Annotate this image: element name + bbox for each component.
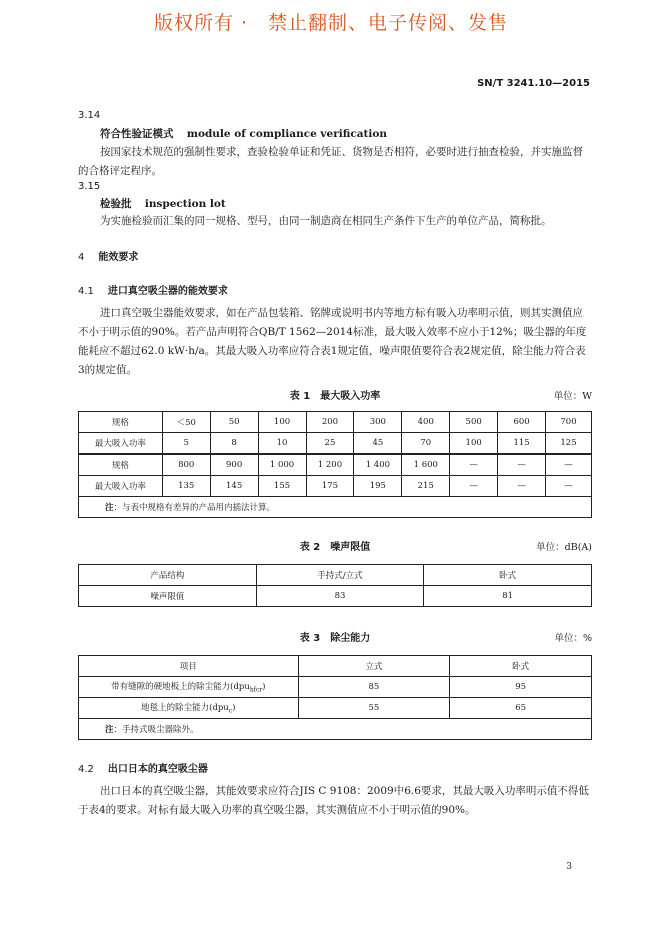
table-cell: 1 000 [258,454,306,476]
table-cell: 70 [402,433,450,455]
term-en: module of compliance verification [186,128,388,140]
table-cell: — [546,454,592,476]
term-3-15 [100,196,226,213]
table-cell [79,698,299,719]
table-cell: 300 [354,412,402,433]
table-cell: 83 [256,586,424,607]
table-header-cell: 立式 [298,656,450,677]
table-cell: 500 [450,412,498,433]
table-row [79,412,592,433]
section-number: 4.1 [78,286,94,297]
section-title: 进口真空吸尘器的能效要求 [107,286,228,297]
page-number: 3 [566,862,572,872]
table-cell: — [498,476,546,497]
section-title: 出口日本的真空吸尘器 [107,764,208,775]
definition-3-15: 为实施检验而汇集的同一规格、型号，由同一制造商在相同生产条件下生产的单位产品，简称批。 [100,215,552,227]
table-cell: 50 [210,412,258,433]
definition-3-14: 按国家技术规范的强制性要求，查验检验单证和凭证、货物是否相符，必要时进行抽查检验，并实施监督的合格评定程序。 [78,146,583,177]
table-note-row [79,497,592,518]
table-cell: 115 [498,433,546,455]
table-cell: — [450,454,498,476]
table-note [79,719,592,740]
table-header-cell: 项目 [79,656,299,677]
note-label: 注 [105,503,114,513]
row-label-subscript: c [228,707,233,715]
table-cell: 200 [306,412,354,433]
table-cell: 规格 [79,412,163,433]
table-note [79,497,592,518]
clause-number-3-15: 3.15 [78,181,101,192]
table-row [79,586,592,607]
section-4-1-paragraph: 进口真空吸尘器能效要求，如在产品包装箱、铭牌或说明书内等地方标有吸入功率明示值，则其实测值应不小于明示值的90%。若产品声明符合QB/T 1562—2014标准，最大吸入效率不应小于12%；吸尘器的年度能耗应不超过62.0 kW·h/a。其最大吸入功率应符合表1规定值，噪声限值要符合表2规定值，除尘能力符合表3的规定值。 [78,307,587,376]
table-cell: 85 [298,677,450,698]
table-header-cell: 卧式 [424,565,592,586]
table-cell: 135 [162,476,210,497]
row-label: 带有缝隙的硬地板上的除尘能力(dpu [111,682,250,693]
table-header-cell: 卧式 [450,656,592,677]
row-label-subscript: hfcr [249,686,263,694]
section-number: 4.2 [78,764,94,775]
table-cell: 600 [498,412,546,433]
table-1-caption: 表 1 最大吸入功率 [289,391,381,402]
table-cell: — [498,454,546,476]
section-4-1-heading [78,282,228,297]
table-header-row [79,565,592,586]
term-en: inspection lot [144,198,226,210]
table-row [79,698,592,719]
table-cell: ＜50 [162,412,210,433]
table-cell: 55 [298,698,450,719]
clause-number-3-14: 3.14 [78,110,101,121]
term-cn: 符合性验证模式 [100,128,174,140]
table-cell: 175 [306,476,354,497]
table-3 [78,655,592,740]
table-cell: 81 [424,586,592,607]
term-cn: 检验批 [100,198,132,210]
table-cell: 8 [210,433,258,455]
note-text: ：与表中规格有差异的产品用内插法计算。 [113,503,276,513]
table-cell: 900 [210,454,258,476]
table-cell: 1 600 [402,454,450,476]
row-label: 地毯上的除尘能力(dpu [141,703,229,714]
table-cell: 噪声限值 [79,586,257,607]
table-cell: 65 [450,698,592,719]
table-cell: 1 200 [306,454,354,476]
table-3-unit: 单位：% [554,633,592,644]
table-cell: 800 [162,454,210,476]
table-cell: 1 400 [354,454,402,476]
table-row [79,454,592,476]
table-header-cell: 手持式/立式 [256,565,424,586]
table-cell: 最大吸入功率 [79,433,163,455]
section-4-heading [78,248,138,263]
table-2-unit: 单位：dB(A) [536,542,592,553]
table-cell: 100 [450,433,498,455]
watermark-banner: 版权所有 · 禁止翻制、电子传阅、发售 [153,12,509,34]
term-3-14 [100,126,387,143]
table-row [79,433,592,455]
row-label-tail: ) [232,703,236,714]
table-cell: 5 [162,433,210,455]
section-number: 4 [78,252,85,263]
standard-code: SN/T 3241.10—2015 [477,78,590,89]
table-cell: 195 [354,476,402,497]
table-header-row [79,656,592,677]
note-label: 注 [105,725,114,735]
table-row [79,476,592,497]
table-cell: — [450,476,498,497]
table-row [79,677,592,698]
table-header-cell: 产品结构 [79,565,257,586]
table-cell: 95 [450,677,592,698]
table-cell: 25 [306,433,354,455]
section-4-2-paragraph: 出口日本的真空吸尘器，其能效要求应符合JIS C 9108：2009中6.6要求，其最大吸入功率明示值不得低于表4的要求。对标有最大吸入功率的真空吸尘器，其实测值应不小于明示值的90%。 [78,785,589,816]
row-label-tail: ) [262,682,266,693]
table-cell: 215 [402,476,450,497]
table-2 [78,564,592,607]
table-1-unit: 单位：W [553,391,592,402]
table-cell: — [546,476,592,497]
table-note-row [79,719,592,740]
table-cell: 最大吸入功率 [79,476,163,497]
table-2-caption: 表 2 噪声限值 [299,542,371,553]
table-cell: 45 [354,433,402,455]
table-1 [78,411,592,518]
table-cell: 100 [258,412,306,433]
section-title: 能效要求 [98,252,139,263]
section-4-2-heading [78,760,208,775]
table-cell: 10 [258,433,306,455]
table-cell: 400 [402,412,450,433]
table-cell: 155 [258,476,306,497]
table-cell: 125 [546,433,592,455]
table-cell: 700 [546,412,592,433]
table-cell: 145 [210,476,258,497]
note-text: ：手持式吸尘器除外。 [113,725,199,735]
table-cell [79,677,299,698]
table-3-caption: 表 3 除尘能力 [299,633,371,644]
table-cell: 规格 [79,454,163,476]
